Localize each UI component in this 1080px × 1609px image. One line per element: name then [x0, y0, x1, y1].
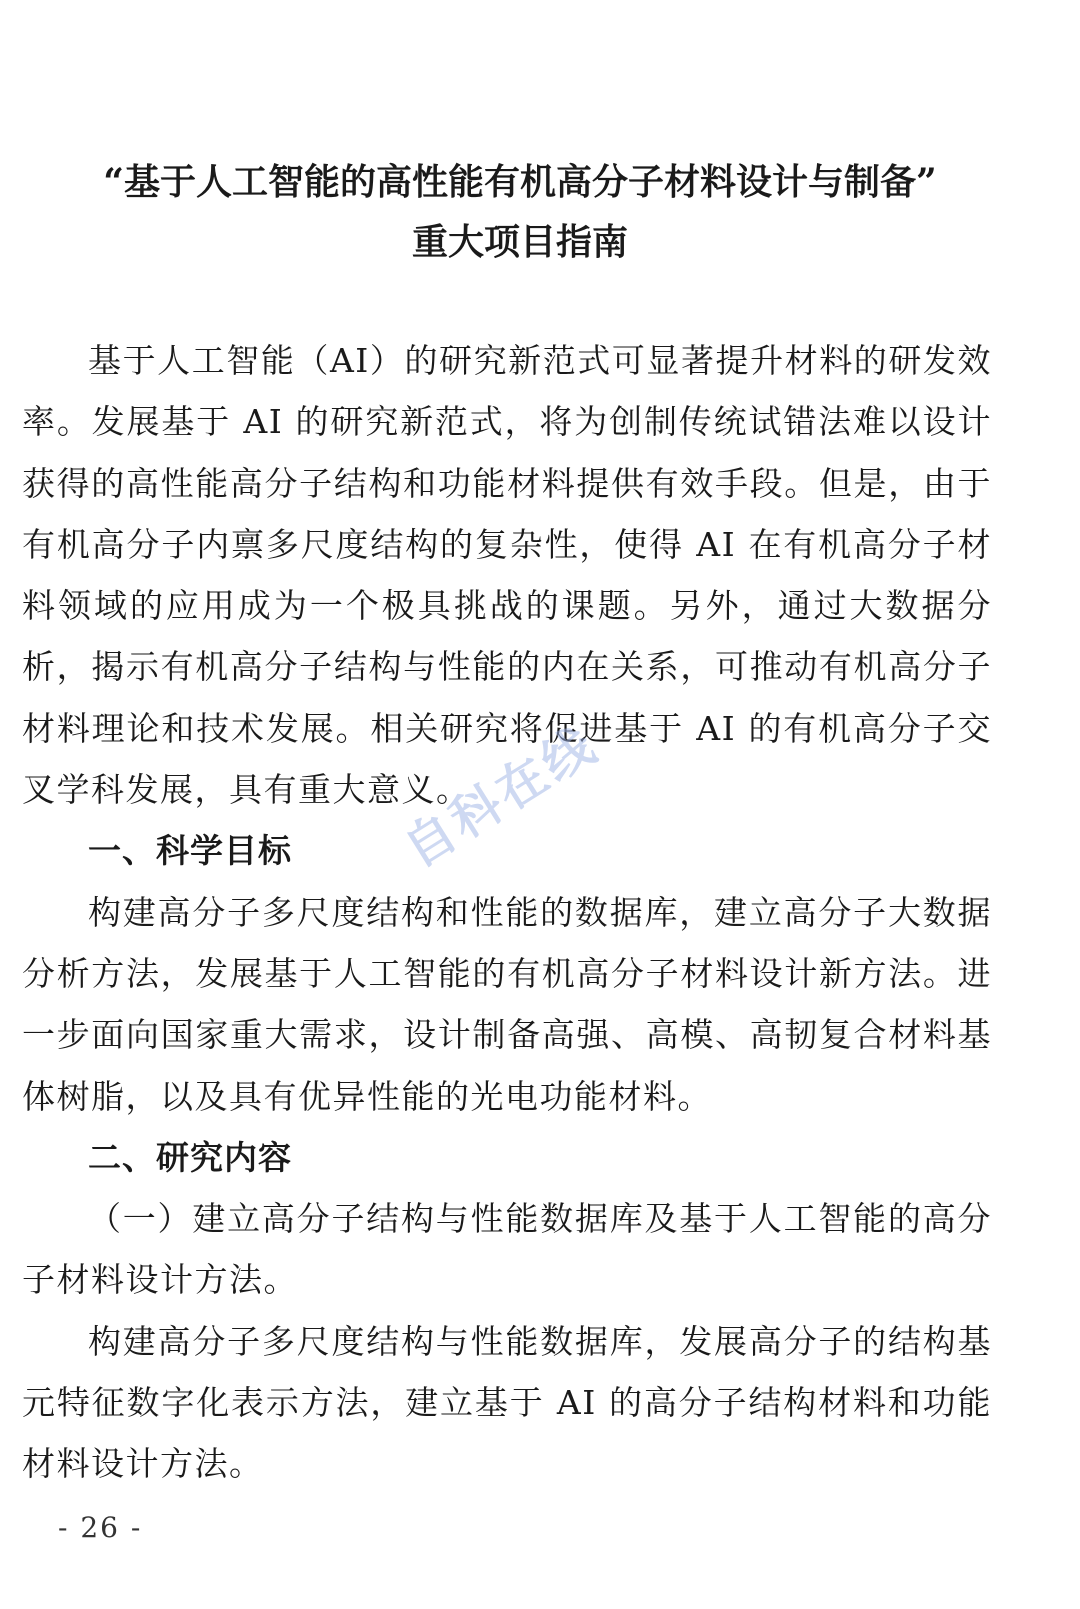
section-heading-scientific-goals: 一、科学目标	[88, 831, 292, 871]
watermark-logo: 自科在线	[393, 714, 608, 879]
section-heading-research-content: 二、研究内容	[88, 1137, 292, 1177]
intro-paragraph: 基于人工智能（AI）的研究新范式可显著提升材料的研发效率。发展基于 AI 的研究新范式，将为创制传统试错法难以设计获得的高性能高分子结构和功能材料提供有效手段。但是，由于有机高分子内禀多尺度结构的复杂性，使得 AI 在有机高分子材料领域的应用成为一个极具挑战的课题。另外，通过大数据分析，揭示有机高分子结构与性能的内在关系，可推动有机高分子材料理论和技术发展。相关研究将促进基于 AI 的有机高分子交叉学科发展，具有重大意义。	[22, 341, 992, 810]
subsection-1-paragraph: 构建高分子多尺度结构与性能数据库，发展高分子的结构基元特征数字化表示方法，建立基于 AI 的高分子结构材料和功能材料设计方法。	[22, 1321, 992, 1484]
subsection-heading-1: （一）建立高分子结构与性能数据库及基于人工智能的高分子材料设计方法。	[22, 1199, 992, 1300]
document-body	[22, 330, 992, 1495]
goals-paragraph: 构建高分子多尺度结构和性能的数据库，建立高分子大数据分析方法，发展基于人工智能的有机高分子材料设计新方法。进一步面向国家重大需求，设计制备高强、高模、高韧复合材料基体树脂，以及具有优异性能的光电功能材料。	[22, 892, 992, 1116]
document-title-line-1: “基于人工智能的高性能有机高分子材料设计与制备”	[103, 161, 937, 203]
document-title-line-2: 重大项目指南	[411, 221, 628, 263]
page-number: - 26 -	[58, 1511, 143, 1544]
